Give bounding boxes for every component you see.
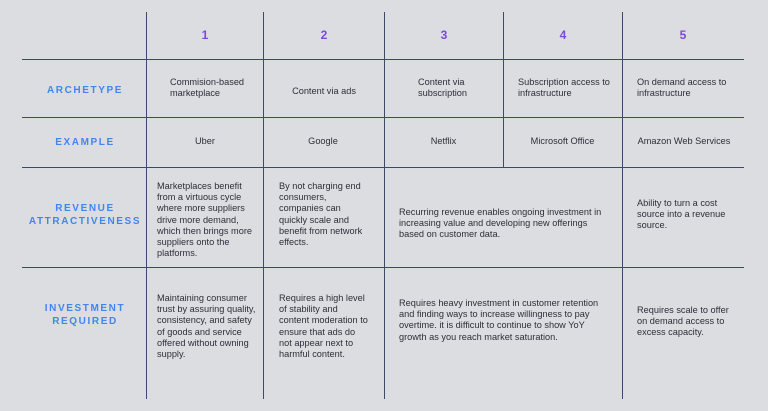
investment-cell-5: Requires scale to offer on demand access to excess capacity. (637, 305, 729, 338)
example-cell-5: Amazon Web Services (637, 136, 731, 146)
row-label-revenue-attractiveness (24, 202, 146, 228)
column-number-5: 5 (679, 28, 687, 42)
row-label-investment-required (24, 302, 146, 328)
archetype-cell-1: Commision-based marketplace (170, 77, 245, 99)
row-label-example: EXAMPLE (55, 137, 115, 148)
row-label-line: REQUIRED (52, 316, 118, 327)
grid-line (263, 12, 264, 399)
grid-line (22, 167, 744, 168)
grid-line (622, 12, 623, 399)
example-cell-1: Uber (195, 136, 215, 146)
grid-line (146, 12, 147, 399)
investment-cell-3-4: Requires heavy investment in customer retention and finding ways to increase willingness to pay overtime. it is difficult to continue to show YoY growth as you reach market saturation. (399, 298, 599, 342)
revenue-cell-1: Marketplaces benefit from a virtuous cycle where more suppliers drive more demand, which then brings more suppliers onto the platforms. (157, 181, 252, 259)
example-cell-2: Google (308, 136, 338, 146)
archetype-cell-5: On demand access to infrastructure (637, 77, 727, 99)
investment-cell-2: Requires a high level of stability and content moderation to ensure that ads do not appear next to harmful content. (279, 293, 368, 360)
column-number-2: 2 (320, 28, 328, 42)
example-cell-4: Microsoft Office (530, 136, 595, 146)
row-label-line: ATTRACTIVENESS (28, 216, 142, 227)
archetype-cell-4: Subscription access to infrastructure (518, 77, 610, 99)
grid-line (503, 12, 504, 167)
row-label-line: INVESTMENT (44, 303, 126, 314)
column-number-3: 3 (440, 28, 448, 42)
grid-line (22, 117, 744, 118)
revenue-cell-5: Ability to turn a cost source into a revenue source. (637, 198, 726, 231)
row-label-archetype: ARCHETYPE (46, 85, 124, 96)
grid-line (22, 267, 744, 268)
archetype-cell-3: Content via subscription (418, 77, 468, 99)
revenue-cell-2: By not charging end consumers, companies can quickly scale and benefit from network effects. (279, 181, 363, 248)
column-number-1: 1 (201, 28, 209, 42)
investment-cell-1: Maintaining consumer trust by assuring quality, consistency, and safety of goods and service offered without owning supply. (157, 293, 256, 360)
row-label-line: REVENUE (55, 203, 115, 214)
example-cell-3: Netflix (430, 136, 457, 146)
column-number-4: 4 (559, 28, 567, 42)
revenue-cell-3-4: Recurring revenue enables ongoing investment in increasing value and developing new offerings based on customer data. (399, 207, 602, 240)
grid-line (22, 59, 744, 60)
archetype-cell-2: Content via ads (292, 86, 356, 96)
grid-line (384, 12, 385, 399)
